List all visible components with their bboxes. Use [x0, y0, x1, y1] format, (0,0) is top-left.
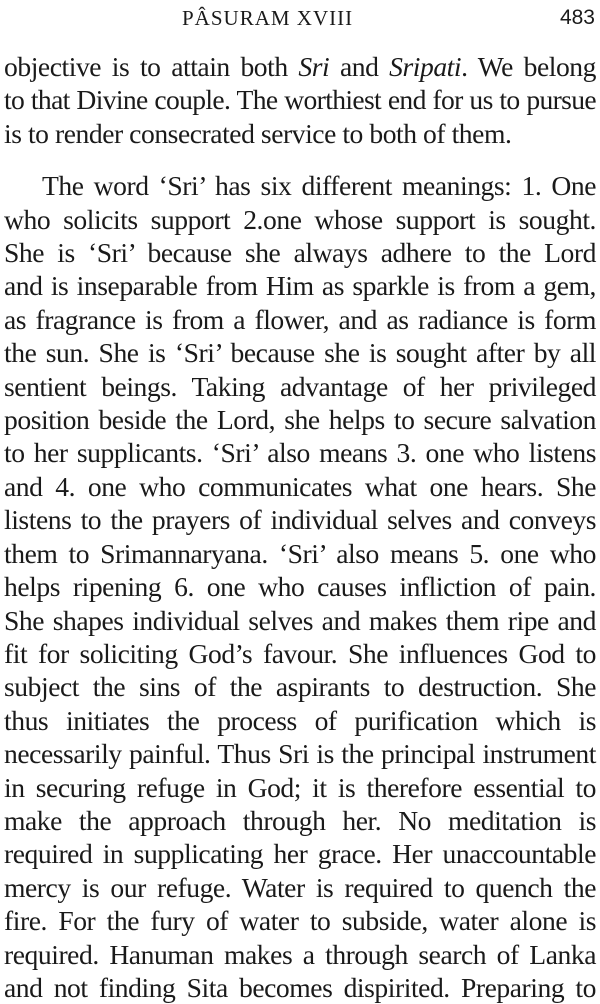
text-line: fire. For the fury of water to subside, water alone is: [4, 905, 596, 937]
text-line: who solicits support 2.one whose support is sought.: [4, 203, 596, 235]
text-line: and 4. one who communicates what one hears. She: [4, 470, 596, 502]
text-line: as fragrance is from a flower, and as radiance is form: [4, 303, 596, 335]
text-line: in securing refuge in God; it is therefore essential to: [4, 771, 596, 803]
text-line: She is ‘Sri’ because she always adhere to the Lord: [4, 237, 596, 269]
text-line: subject the sins of the aspirants to destruction. She: [4, 671, 596, 703]
body-text: [4, 50, 596, 1004]
text-line: mercy is our refuge. Water is required to quench the: [4, 871, 596, 903]
text-line: make the approach through her. No meditation is: [4, 804, 596, 836]
text-line: fit for soliciting God’s favour. She influences God to: [4, 637, 596, 669]
running-header: [0, 4, 600, 36]
text-line: sentient beings. Taking advantage of her privileged: [4, 370, 596, 402]
text-line: them to Srimannaryana. ‘Sri’ also means 5. one who: [4, 537, 596, 569]
text-line: to that Divine couple. The worthiest end for us to pursue: [4, 84, 596, 116]
text-line: required. Hanuman makes a through search of Lanka: [4, 938, 596, 970]
text-line: is to render consecrated service to both of them.: [4, 117, 512, 149]
text-line: required in supplicating her grace. Her unaccountable: [4, 838, 596, 870]
text-line: and not finding Sita becomes dispirited. Preparing to: [4, 971, 596, 1003]
text-line: to her supplicants. ‘Sri’ also means 3. one who listens: [4, 437, 596, 469]
text-line: listens to the prayers of individual selves and conveys: [4, 504, 596, 536]
page-number: 483: [559, 6, 595, 29]
text-line: She shapes individual selves and makes them ripe and: [4, 604, 596, 636]
paragraph-spacing: [4, 150, 596, 169]
text-line: The word ‘Sri’ has six different meanings: 1. One: [42, 170, 596, 202]
text-line: and is inseparable from Him as sparkle is from a gem,: [4, 270, 596, 302]
text-line: objective is to attain both Sri and Sripati. We belong: [4, 51, 597, 82]
text-line: necessarily painful. Thus Sri is the principal instrument: [4, 738, 596, 770]
text-line: position beside the Lord, she helps to secure salvation: [4, 404, 596, 436]
paragraph-sri-meanings: [4, 169, 596, 1004]
text-line: thus initiates the process of purification which is: [4, 704, 596, 736]
text-line: the sun. She is ‘Sri’ because she is sought after by all: [4, 337, 596, 369]
text-line: helps ripening 6. one who causes infliction of pain.: [4, 571, 596, 603]
running-title: PÂSURAM XVIII: [182, 6, 354, 30]
paragraph-continuation: [4, 50, 596, 150]
